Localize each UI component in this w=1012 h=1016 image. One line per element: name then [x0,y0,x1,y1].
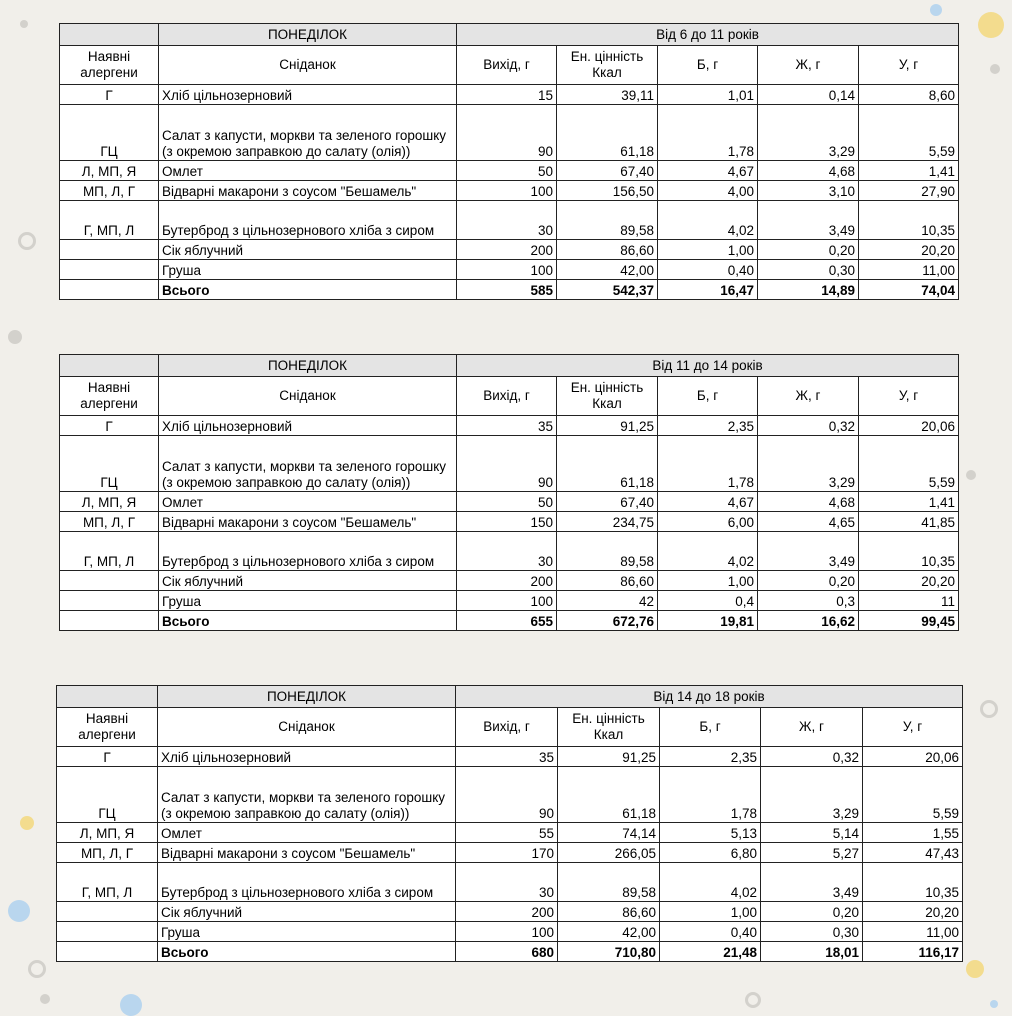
fat-cell: 0,14 [758,85,859,105]
header-empty-cell [60,355,159,377]
table-header-row [60,355,959,377]
table-row [57,747,963,767]
fat-cell: 0,30 [758,260,859,280]
carbs-cell: 8,60 [859,85,959,105]
col-allergens: Наявні алергени [57,708,158,747]
energy-cell: 89,58 [557,532,658,571]
protein-cell: 1,01 [658,85,758,105]
total-empty-cell [60,280,159,300]
table-row [60,260,959,280]
weight-cell: 50 [457,161,557,181]
total-weight: 680 [456,942,558,962]
carbs-cell: 5,59 [859,105,959,161]
fat-cell: 4,68 [758,492,859,512]
dish-cell: Салат з капусти, моркви та зеленого горошку (з окремою заправкою до салату (олія)) [159,436,457,492]
fat-cell: 3,29 [758,436,859,492]
total-fat: 14,89 [758,280,859,300]
col-energy: Ен. цінність Ккал [557,46,658,85]
total-weight: 585 [457,280,557,300]
allergens-cell: ГЦ [60,105,159,161]
decor-dot [978,12,1004,38]
protein-cell: 1,00 [660,902,761,922]
weight-cell: 90 [457,105,557,161]
col-allergens: Наявні алергени [60,377,159,416]
weight-cell: 90 [456,767,558,823]
total-energy: 672,76 [557,611,658,631]
menu-table-6-11 [59,23,959,300]
column-header-row [60,377,959,416]
protein-cell: 1,78 [658,436,758,492]
fat-cell: 3,29 [761,767,863,823]
carbs-cell: 20,06 [859,416,959,436]
allergens-cell: МП, Л, Г [57,843,158,863]
total-carbs: 116,17 [863,942,963,962]
energy-cell: 86,60 [558,902,660,922]
total-carbs: 99,45 [859,611,959,631]
energy-cell: 42,00 [558,922,660,942]
carbs-cell: 20,20 [859,240,959,260]
carbs-cell: 1,41 [859,161,959,181]
protein-cell: 1,78 [658,105,758,161]
fat-cell: 4,68 [758,161,859,181]
dish-cell: Салат з капусти, моркви та зеленого горошку (з окремою заправкою до салату (олія)) [158,767,456,823]
carbs-cell: 11,00 [859,260,959,280]
allergens-cell: Г [60,416,159,436]
weight-cell: 100 [457,591,557,611]
total-protein: 21,48 [660,942,761,962]
fat-cell: 0,32 [758,416,859,436]
col-energy: Ен. цінність Ккал [558,708,660,747]
weight-cell: 200 [456,902,558,922]
energy-cell: 89,58 [557,201,658,240]
carbs-cell: 10,35 [859,532,959,571]
table-row [60,181,959,201]
carbs-cell: 11 [859,591,959,611]
protein-cell: 1,00 [658,240,758,260]
col-weight: Вихід, г [457,46,557,85]
header-empty-cell [60,24,159,46]
total-empty-cell [57,942,158,962]
decor-dot [930,4,942,16]
total-label: Всього [158,942,456,962]
total-protein: 16,47 [658,280,758,300]
protein-cell: 4,02 [658,201,758,240]
col-carbs: У, г [863,708,963,747]
energy-cell: 61,18 [557,105,658,161]
energy-cell: 234,75 [557,512,658,532]
header-empty-cell [57,686,158,708]
weight-cell: 50 [457,492,557,512]
carbs-cell: 20,06 [863,747,963,767]
total-fat: 18,01 [761,942,863,962]
decor-ring [980,700,998,718]
dish-cell: Відварні макарони з соусом "Бешамель" [159,181,457,201]
energy-cell: 42 [557,591,658,611]
total-label: Всього [159,611,457,631]
carbs-cell: 1,55 [863,823,963,843]
total-energy: 710,80 [558,942,660,962]
day-title: ПОНЕДІЛОК [159,24,457,46]
weight-cell: 35 [456,747,558,767]
weight-cell: 200 [457,571,557,591]
table-row [60,416,959,436]
energy-cell: 61,18 [557,436,658,492]
total-fat: 16,62 [758,611,859,631]
day-title: ПОНЕДІЛОК [159,355,457,377]
table-header-row [57,686,963,708]
energy-cell: 156,50 [557,181,658,201]
allergens-cell [57,902,158,922]
protein-cell: 2,35 [660,747,761,767]
menu-table-11-14 [59,354,959,631]
energy-cell: 91,25 [557,416,658,436]
fat-cell: 0,20 [761,902,863,922]
allergens-cell: ГЦ [60,436,159,492]
table-row [57,843,963,863]
allergens-cell [60,260,159,280]
weight-cell: 35 [457,416,557,436]
total-weight: 655 [457,611,557,631]
decor-dot [990,64,1000,74]
allergens-cell [60,240,159,260]
dish-cell: Омлет [159,161,457,181]
table-row [60,436,959,492]
total-empty-cell [60,611,159,631]
fat-cell: 4,65 [758,512,859,532]
dish-cell: Хліб цільнозерновий [158,747,456,767]
fat-cell: 0,20 [758,240,859,260]
menu-table-14-18 [56,685,963,962]
carbs-cell: 20,20 [859,571,959,591]
col-fat: Ж, г [761,708,863,747]
table-row [60,532,959,571]
carbs-cell: 5,59 [863,767,963,823]
protein-cell: 4,02 [658,532,758,571]
decor-ring [28,960,46,978]
col-protein: Б, г [660,708,761,747]
age-group-title: Від 6 до 11 років [457,24,959,46]
fat-cell: 3,49 [758,201,859,240]
protein-cell: 0,40 [660,922,761,942]
table-row [60,201,959,240]
col-carbs: У, г [859,46,959,85]
dish-cell: Омлет [158,823,456,843]
col-protein: Б, г [658,46,758,85]
allergens-cell: Г, МП, Л [57,863,158,902]
fat-cell: 0,20 [758,571,859,591]
decor-dot [20,20,28,28]
protein-cell: 5,13 [660,823,761,843]
protein-cell: 1,00 [658,571,758,591]
allergens-cell: МП, Л, Г [60,181,159,201]
carbs-cell: 27,90 [859,181,959,201]
table-row [60,591,959,611]
col-carbs: У, г [859,377,959,416]
col-energy: Ен. цінність Ккал [557,377,658,416]
total-energy: 542,37 [557,280,658,300]
total-row [60,280,959,300]
weight-cell: 100 [457,260,557,280]
energy-cell: 86,60 [557,571,658,591]
allergens-cell [60,571,159,591]
carbs-cell: 11,00 [863,922,963,942]
dish-cell: Хліб цільнозерновий [159,416,457,436]
column-header-row [60,46,959,85]
weight-cell: 55 [456,823,558,843]
energy-cell: 61,18 [558,767,660,823]
dish-cell: Хліб цільнозерновий [159,85,457,105]
protein-cell: 0,4 [658,591,758,611]
table-row [60,571,959,591]
decor-dot [20,816,34,830]
weight-cell: 30 [457,532,557,571]
table-row [57,823,963,843]
day-title: ПОНЕДІЛОК [158,686,456,708]
carbs-cell: 47,43 [863,843,963,863]
carbs-cell: 5,59 [859,436,959,492]
table-row [57,922,963,942]
weight-cell: 100 [457,181,557,201]
total-protein: 19,81 [658,611,758,631]
table-row [60,105,959,161]
protein-cell: 6,00 [658,512,758,532]
dish-cell: Сік яблучний [159,240,457,260]
energy-cell: 266,05 [558,843,660,863]
energy-cell: 74,14 [558,823,660,843]
total-row [57,942,963,962]
dish-cell: Сік яблучний [158,902,456,922]
fat-cell: 0,30 [761,922,863,942]
carbs-cell: 41,85 [859,512,959,532]
dish-cell: Салат з капусти, моркви та зеленого горошку (з окремою заправкою до салату (олія)) [159,105,457,161]
col-weight: Вихід, г [457,377,557,416]
fat-cell: 5,14 [761,823,863,843]
allergens-cell: МП, Л, Г [60,512,159,532]
energy-cell: 67,40 [557,161,658,181]
decor-dot [8,330,22,344]
table-row [57,902,963,922]
column-header-row [57,708,963,747]
energy-cell: 42,00 [557,260,658,280]
dish-cell: Груша [159,591,457,611]
fat-cell: 5,27 [761,843,863,863]
total-row [60,611,959,631]
decor-dot [990,1000,998,1008]
protein-cell: 1,78 [660,767,761,823]
col-fat: Ж, г [758,377,859,416]
protein-cell: 6,80 [660,843,761,863]
protein-cell: 4,67 [658,492,758,512]
fat-cell: 3,49 [758,532,859,571]
col-weight: Вихід, г [456,708,558,747]
table-row [60,161,959,181]
decor-dot [8,900,30,922]
protein-cell: 2,35 [658,416,758,436]
fat-cell: 0,32 [761,747,863,767]
fat-cell: 3,10 [758,181,859,201]
decor-ring [745,992,761,1008]
weight-cell: 200 [457,240,557,260]
decor-dot [40,994,50,1004]
weight-cell: 15 [457,85,557,105]
fat-cell: 3,49 [761,863,863,902]
protein-cell: 4,67 [658,161,758,181]
allergens-cell: Л, МП, Я [60,492,159,512]
dish-cell: Сік яблучний [159,571,457,591]
allergens-cell: Г [57,747,158,767]
energy-cell: 89,58 [558,863,660,902]
weight-cell: 170 [456,843,558,863]
age-group-title: Від 11 до 14 років [457,355,959,377]
carbs-cell: 10,35 [859,201,959,240]
energy-cell: 86,60 [557,240,658,260]
col-allergens: Наявні алергени [60,46,159,85]
col-protein: Б, г [658,377,758,416]
energy-cell: 67,40 [557,492,658,512]
col-meal: Сніданок [158,708,456,747]
dish-cell: Відварні макарони з соусом "Бешамель" [158,843,456,863]
table-row [60,240,959,260]
allergens-cell: Л, МП, Я [57,823,158,843]
energy-cell: 39,11 [557,85,658,105]
weight-cell: 90 [457,436,557,492]
fat-cell: 3,29 [758,105,859,161]
dish-cell: Відварні макарони з соусом "Бешамель" [159,512,457,532]
dish-cell: Груша [159,260,457,280]
allergens-cell: Г [60,85,159,105]
dish-cell: Бутерброд з цільнозернового хліба з сиром [159,532,457,571]
dish-cell: Бутерброд з цільнозернового хліба з сиром [158,863,456,902]
allergens-cell: Г, МП, Л [60,201,159,240]
col-meal: Сніданок [159,46,457,85]
allergens-cell [60,591,159,611]
allergens-cell: Г, МП, Л [60,532,159,571]
col-fat: Ж, г [758,46,859,85]
allergens-cell [57,922,158,942]
dish-cell: Омлет [159,492,457,512]
protein-cell: 4,00 [658,181,758,201]
total-carbs: 74,04 [859,280,959,300]
decor-dot [966,470,976,480]
table-header-row [60,24,959,46]
fat-cell: 0,3 [758,591,859,611]
weight-cell: 150 [457,512,557,532]
table-row [60,85,959,105]
weight-cell: 30 [457,201,557,240]
table-row [60,492,959,512]
allergens-cell: Л, МП, Я [60,161,159,181]
decor-dot [966,960,984,978]
col-meal: Сніданок [159,377,457,416]
weight-cell: 30 [456,863,558,902]
carbs-cell: 1,41 [859,492,959,512]
protein-cell: 4,02 [660,863,761,902]
total-label: Всього [159,280,457,300]
age-group-title: Від 14 до 18 років [456,686,963,708]
protein-cell: 0,40 [658,260,758,280]
decor-dot [120,994,142,1016]
weight-cell: 100 [456,922,558,942]
decor-ring [18,232,36,250]
table-row [57,767,963,823]
allergens-cell: ГЦ [57,767,158,823]
carbs-cell: 10,35 [863,863,963,902]
dish-cell: Груша [158,922,456,942]
carbs-cell: 20,20 [863,902,963,922]
table-row [57,863,963,902]
table-row [60,512,959,532]
energy-cell: 91,25 [558,747,660,767]
dish-cell: Бутерброд з цільнозернового хліба з сиром [159,201,457,240]
